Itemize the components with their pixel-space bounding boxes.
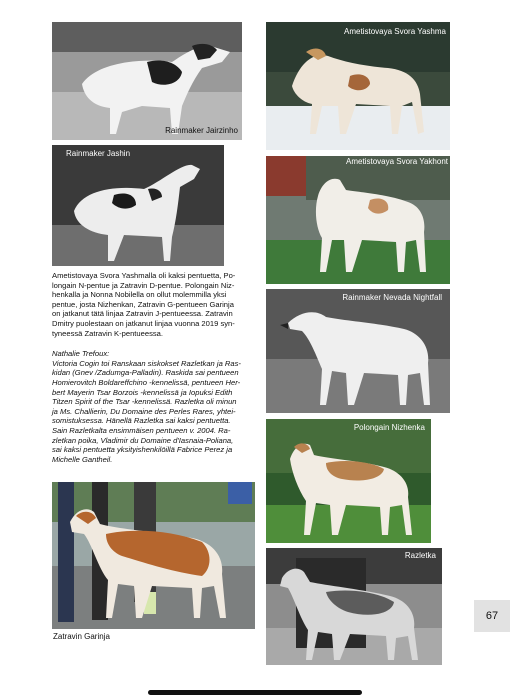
text-line: ja Ms. Challierin, Du Domaine des Perles Rares, yhtei- [52,406,236,416]
text-line: Homierovitch Boldareffchino -kennelissä, pentueen Her- [52,377,241,387]
photo-razletka [266,548,442,665]
home-indicator[interactable] [148,690,362,695]
dog-photo-image [266,289,450,413]
paragraph-razletka [52,359,260,465]
caption-zatravin-garinja: Zatravin Garinja [53,632,110,641]
text-line: zletkan poika, Vladimir du Domaine d'Iasnaia-Poliana, [52,435,234,445]
dog-photo-image [52,145,224,266]
text-line: Ametistovaya Svora Yashmalla oli kaksi pentuetta, Po- [52,271,236,280]
caption-razletka: Razletka [404,551,436,560]
text-line: Michelle Gantheil. [52,454,113,464]
caption-polongain-nizhenka: Polongain Nizhenka [353,423,425,432]
caption-rainmaker-jairzinho: Rainmaker Jairzinho [165,126,238,135]
text-line: on jatkanut tätä linjaa Zatravin J-pentueessa. Zatravin [52,309,233,319]
text-line: pentue, josta Nizhenkan, Zatravin G-pentueen Garinja [52,299,234,309]
dog-photo-image [52,22,242,140]
caption-ametistovaya-svora-yashma: Ametistovaya Svora Yashma [344,27,446,36]
author-name: Nathalie Trefoux: [52,349,110,359]
dog-photo-image [52,482,255,629]
article-text [52,271,260,464]
text-line: bert Mayerin Tsar Borzois -kennelissä ja Iopuksi Edith [52,387,233,397]
photo-polongain-nizhenka [266,419,431,543]
text-line: Titzen Spirit of the Tsar -kennelissä. Razletka oli minun [52,397,237,407]
photo-zatravin-garinja [52,482,255,629]
text-line: Dmitry puolestaan on jatkanut linjaa vuonna 2019 syn- [52,318,235,328]
text-line: kidan (Gnev /Zadumga-Palladin). Raskida sai pentueen [52,368,239,378]
caption-ametistovaya-svora-yakhont: Ametistovaya Svora Yakhont [346,157,448,166]
caption-rainmaker-jashin: Rainmaker Jashin [66,149,131,158]
dog-photo-image [266,548,442,665]
dog-photo-image [266,419,431,543]
caption-rainmaker-nevada-nightfall: Rainmaker Nevada Nightfall [342,293,442,302]
photo-ametistovaya-svora-yakhont [266,156,450,284]
dog-photo-image [266,156,450,284]
text-line: somistuksessa. Hänellä Razletka sai kaksi pentuetta. [52,416,231,426]
photo-rainmaker-nevada-nightfall [266,289,450,413]
text-line: tyneessä Zatravin K-pentueessa. [52,328,164,338]
photo-ametistovaya-svora-yashma [266,22,450,150]
text-line: Sain Razletkalta ensimmäisen pentueen v. 2004. Ra- [52,425,231,435]
text-line: sai kaksi pentuetta yksityishenkilöillä Fabrice Perez ja [52,445,233,455]
dog-photo-image [266,22,450,150]
photo-rainmaker-jairzinho [52,22,242,140]
text-line: longain N-pentue ja Zatravin D-pentue. Polongain Niz- [52,280,235,290]
paragraph-litters [52,271,260,338]
page-number: 67 [474,600,510,632]
text-line: Victoria Cogin toi Ranskaan siskokset Razletkan ja Ras- [52,358,241,368]
text-line: henkalla ja Nonna Nobilella on ollut molemmilla yksi [52,290,227,300]
photo-rainmaker-jashin [52,145,224,266]
